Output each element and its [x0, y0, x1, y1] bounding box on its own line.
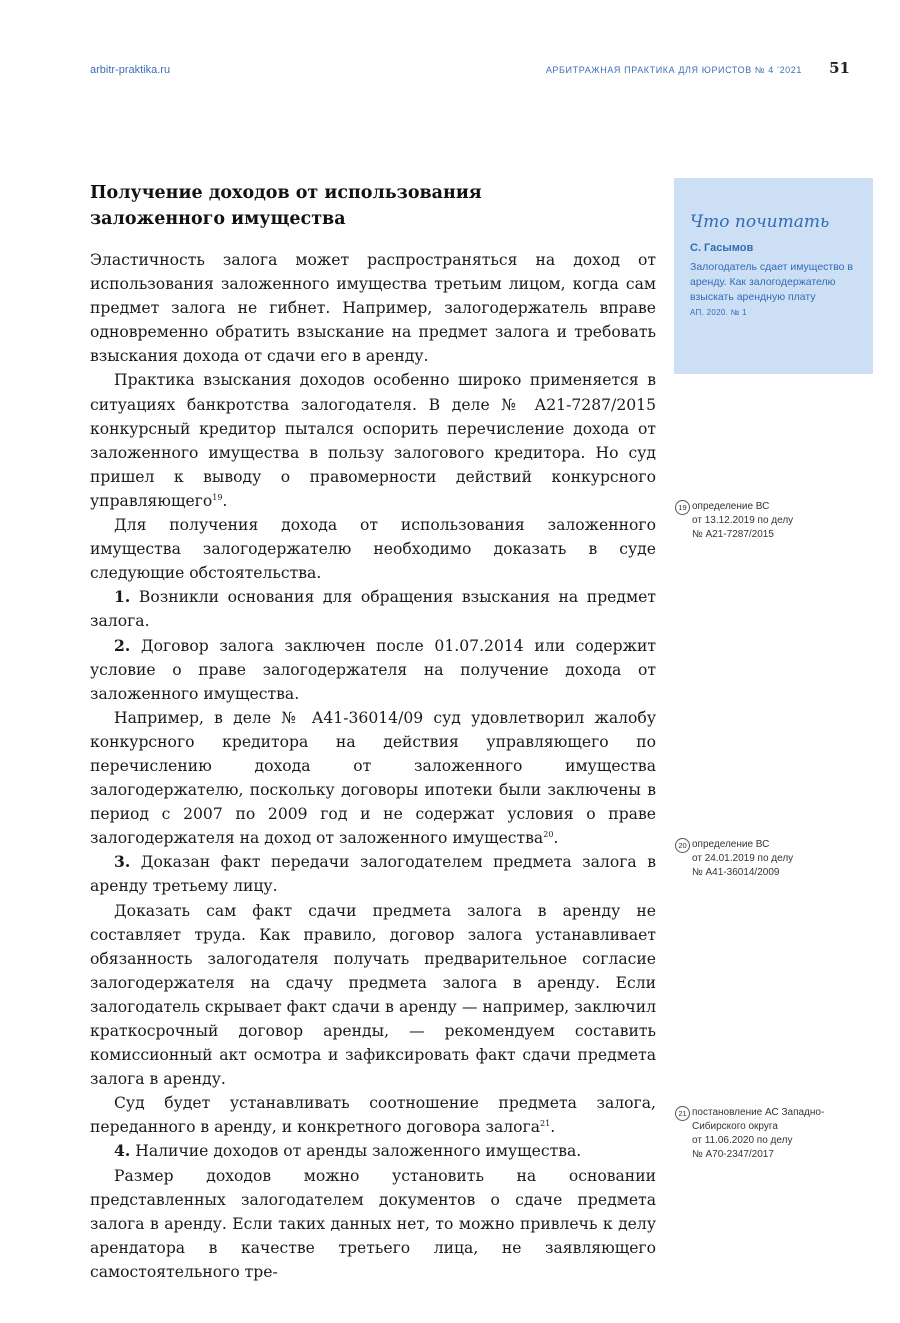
- sidebar-source: АП. 2020. № 1: [690, 308, 747, 317]
- footnote-text: постановление АС Западно- Сибирского округа от 11.06.2020 по делу № А70-2347/2017: [692, 1107, 825, 1160]
- paragraph: Например, в деле № А41-36014/09 суд удовлетворил жалобу конкурсного кредитора на действия управляющего по перечислению дохода от заложенного имущества залогодержателю, поскольку договоры ипотеки были заключены в период с 2007 по 2009 год и не содержат условия о праве залогодержателя на доход от заложенного имущества$^{20}$.: [90, 708, 656, 848]
- footnote-ref-21: 21: [540, 1119, 551, 1129]
- page-header: [90, 58, 850, 82]
- footnote: [675, 1106, 865, 1162]
- footnote: [675, 500, 865, 542]
- footnote-number: 20: [675, 838, 690, 853]
- journal-issue: АРБИТРАЖНАЯ ПРАКТИКА ДЛЯ ЮРИСТОВ № 4 ’2021: [545, 65, 802, 75]
- list-item: 4. Наличие доходов от аренды заложенного имущества.: [114, 1141, 582, 1161]
- article-body: [90, 248, 656, 1284]
- paragraph: Практика взыскания доходов особенно широко применяется в ситуациях банкротства залогодателя. В деле № А21-7287/2015 конкурсный кредитор пытался оспорить перечисление дохода от заложенного имущества в пользу залогового кредитора. Но суд пришел к выводу о правомерности действий конкурсного управляющего$^{19}$.: [90, 371, 656, 510]
- site-url: arbitr-praktika.ru: [90, 64, 171, 76]
- paragraph: Доказать сам факт сдачи предмета залога в аренду не составляет труда. Как правило, договор залога устанавливает обязанность залогодателя получать предварительное согласие залогодержателя на сдачу предмета залога в аренду. Если залогодатель скрывает факт сдачи в аренду — например, заключил краткосрочный договор аренды, — рекомендуем составить комиссионный акт осмотра и зафиксировать факт сдачи предмета залога в аренду.: [90, 901, 656, 1089]
- paragraph: Для получения дохода от использования заложенного имущества залогодержателю необходимо доказать в суде следующие обстоятельства.: [90, 516, 656, 583]
- sidebar-author: С. Гасымов: [690, 242, 754, 254]
- list-number: 3.: [114, 852, 131, 872]
- reading-recommendation-box: [674, 178, 873, 374]
- footnote-text: определение ВС от 24.01.2019 по делу № А41-36014/2009: [692, 839, 794, 878]
- paragraph: Суд будет устанавливать соотношение предмета залога, переданного в аренду, и конкретного договора залога$^{21}$.: [90, 1094, 656, 1137]
- list-item: 2. Договор залога заключен после 01.07.2014 или содержит условие о праве залогодержателя на получение дохода от заложенного имущества.: [90, 635, 656, 703]
- list-number: 4.: [114, 1141, 131, 1161]
- list-number: 1.: [114, 587, 131, 607]
- list-item: 3. Доказан факт передачи залогодателем предмета залога в аренду третьему лицу.: [90, 852, 656, 896]
- list-number: 2.: [114, 635, 131, 655]
- paragraph: Эластичность залога может распространяться на доход от использования заложенного имущества третьим лицом, когда сам предмет залога не гибнет. Например, залогодержатель вправе одновременно обратить взыскание на предмет залога и требовать взыскания дохода от сдачи его в аренду.: [90, 251, 656, 366]
- footnote: [675, 838, 865, 880]
- sidebar-title: Что почитать: [690, 212, 830, 232]
- section-title: Получение доходов от использования заложенного имущества: [90, 183, 482, 229]
- sidebar-article-title[interactable]: Залогодатель сдает имущество в аренду. Как залогодержателю взыскать арендную плату: [690, 261, 854, 303]
- footnote-text: определение ВС от 13.12.2019 по делу № А21-7287/2015: [692, 501, 794, 540]
- page-number: 51: [829, 59, 850, 77]
- footnote-ref-20: 20: [543, 830, 554, 840]
- footnote-number: 19: [675, 500, 690, 515]
- paragraph: Размер доходов можно установить на основании представленных залогодателем документов о сдаче предмета залога в аренду. Если таких данных нет, то можно привлечь к делу арендатора в качестве третьего лица, не заявляющего самостоятельного тре-: [90, 1166, 656, 1281]
- list-item: 1. Возникли основания для обращения взыскания на предмет залога.: [90, 587, 656, 631]
- footnote-ref-19: 19: [212, 492, 223, 502]
- footnote-number: 21: [675, 1106, 690, 1121]
